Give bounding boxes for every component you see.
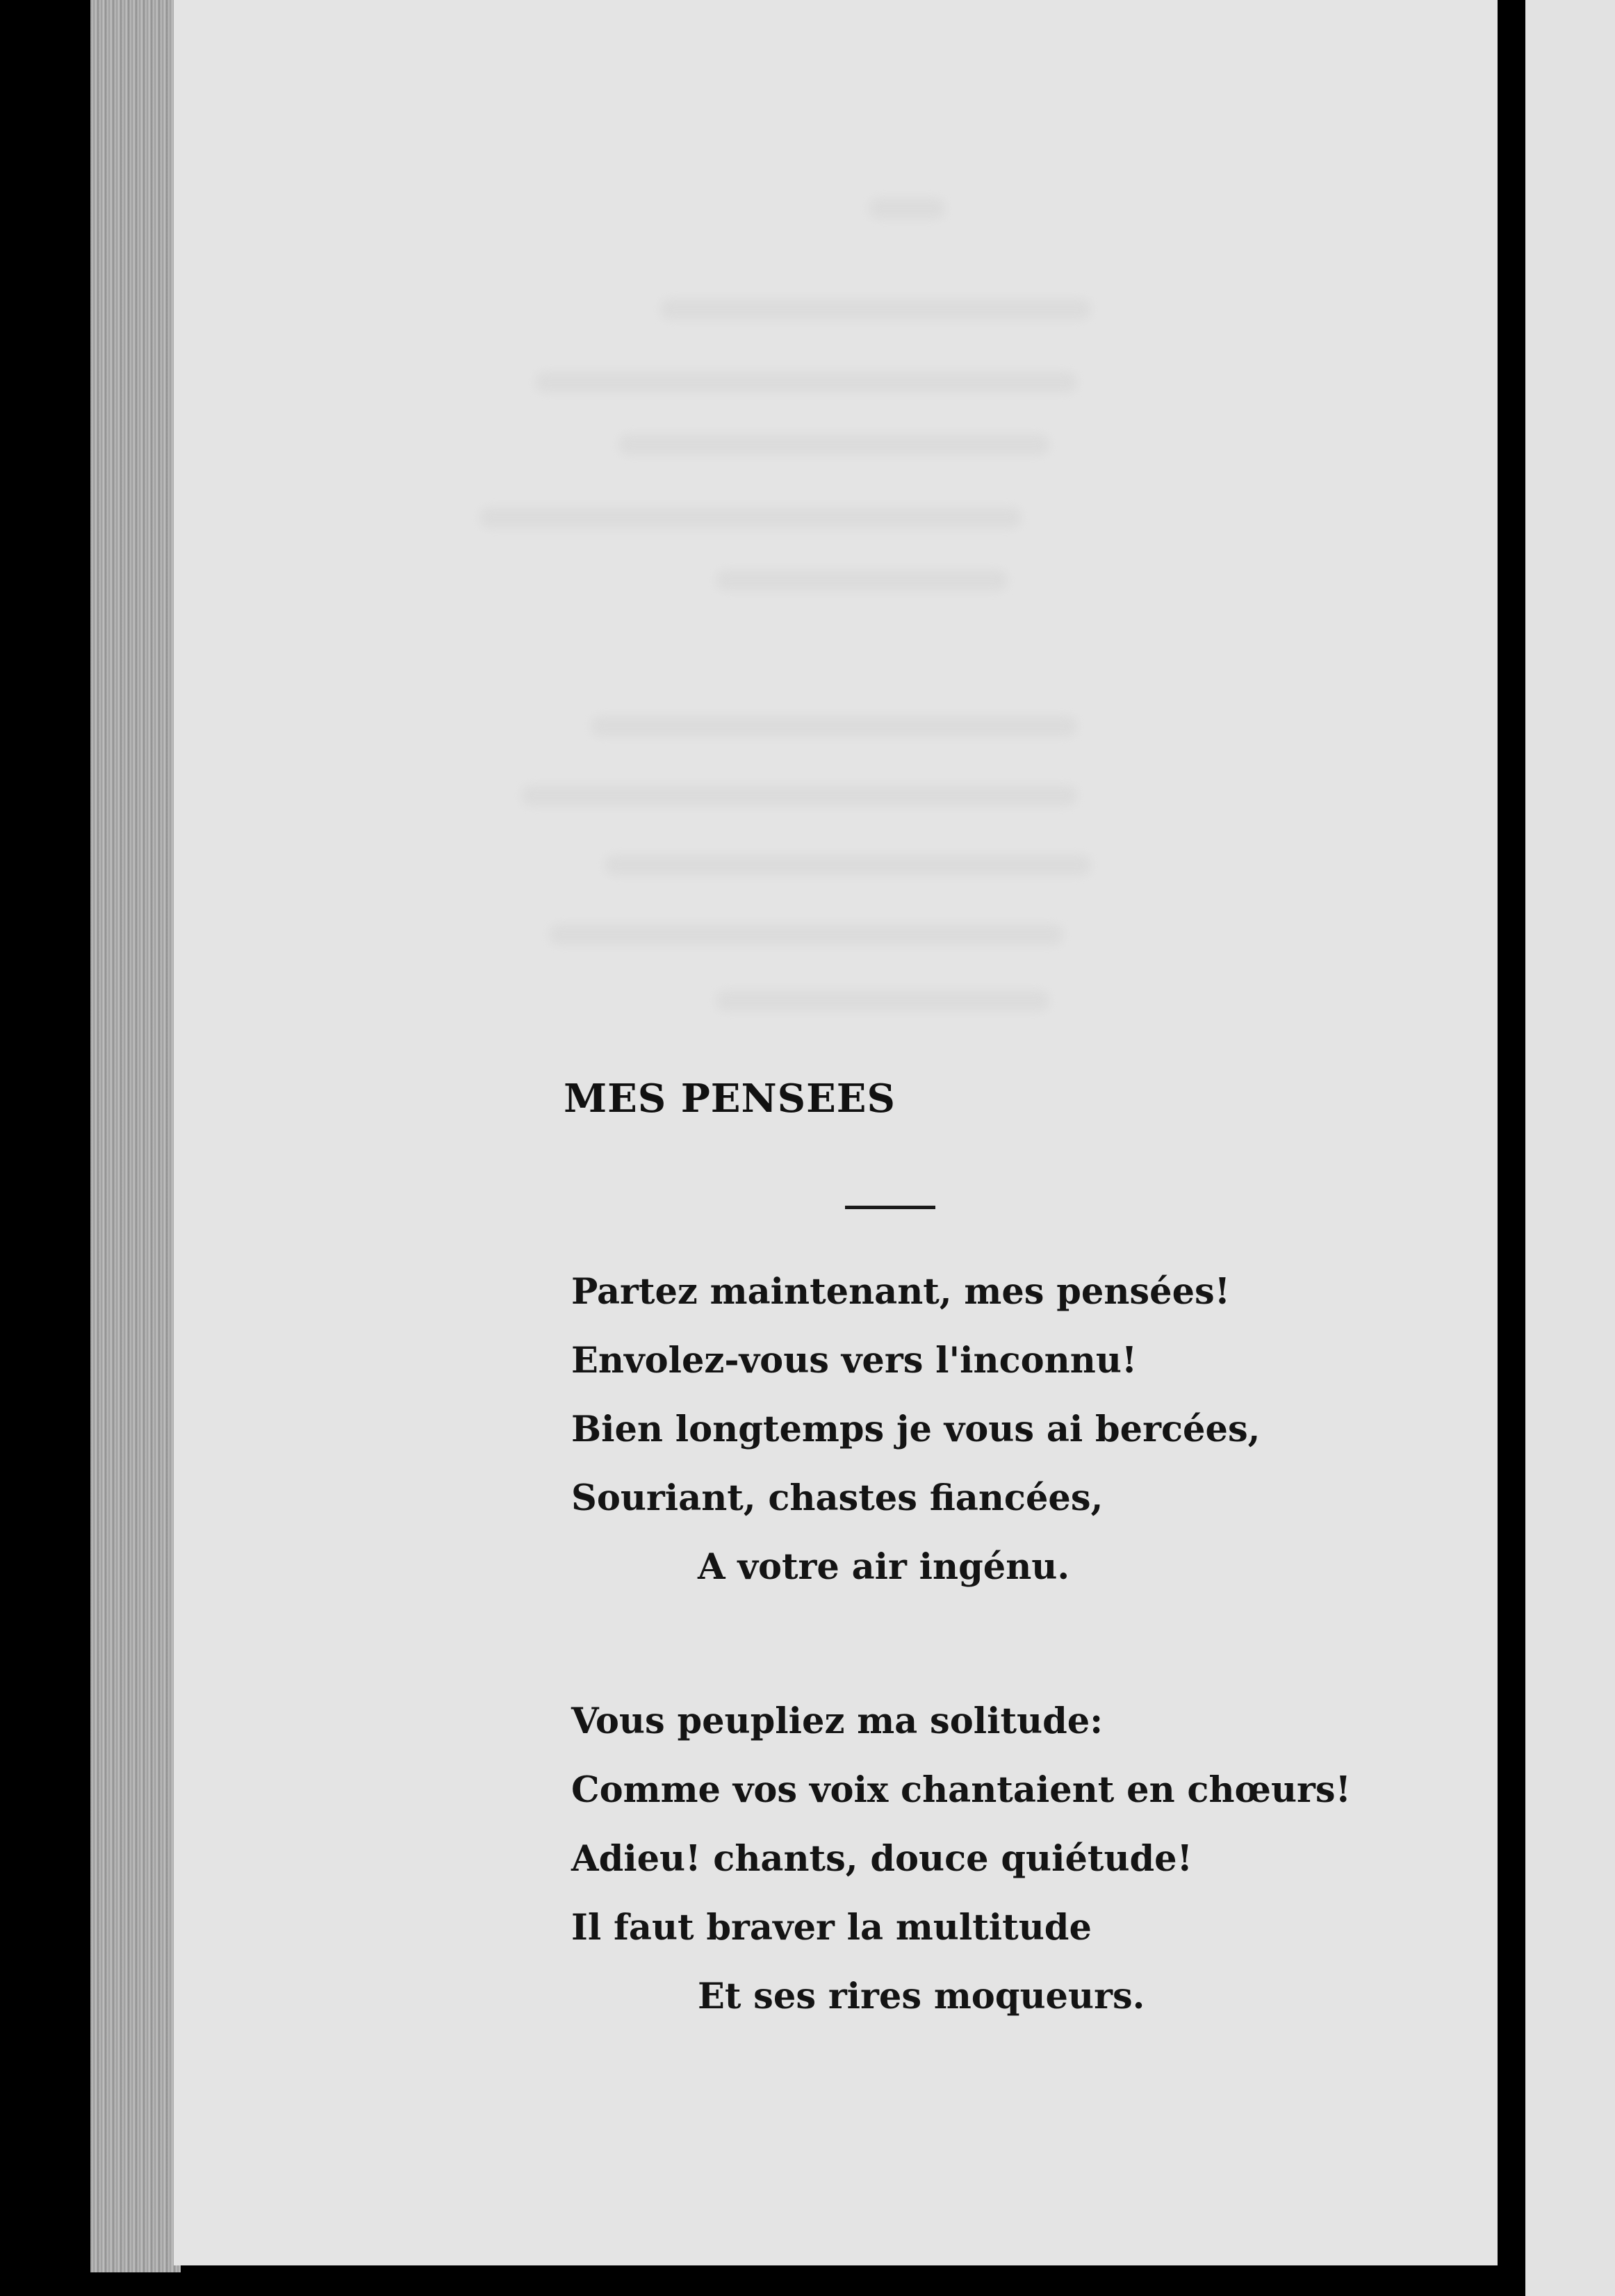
page-sheet [174,0,1498,2265]
verse-line: Vous peupliez ma solitude: [571,1700,1104,1742]
verse-line: Comme vos voix chantaient en chœurs! [571,1769,1351,1811]
stanza-2 [571,1687,1475,2031]
verse-line-indented: A votre air ingénu. [698,1546,1070,1588]
book-page-edges [90,0,181,2272]
stanza-1 [571,1258,1475,1602]
facing-page-edge [1525,0,1615,2296]
verse-line: Adieu! chants, douce quiétude! [571,1838,1193,1880]
verse-line: Il faut braver la multitude [571,1907,1092,1949]
verse-line: Partez maintenant, mes pensées! [571,1271,1231,1313]
verse-line: Envolez-vous vers l'inconnu! [571,1340,1138,1381]
poem-title: MES PENSEES [564,1076,896,1122]
verse-line: Bien longtemps je vous ai bercées, [571,1409,1261,1450]
verse-line-indented: Et ses rires moqueurs. [698,1976,1145,2017]
title-divider [845,1206,935,1209]
verse-line: Souriant, chastes fiancées, [571,1477,1104,1519]
